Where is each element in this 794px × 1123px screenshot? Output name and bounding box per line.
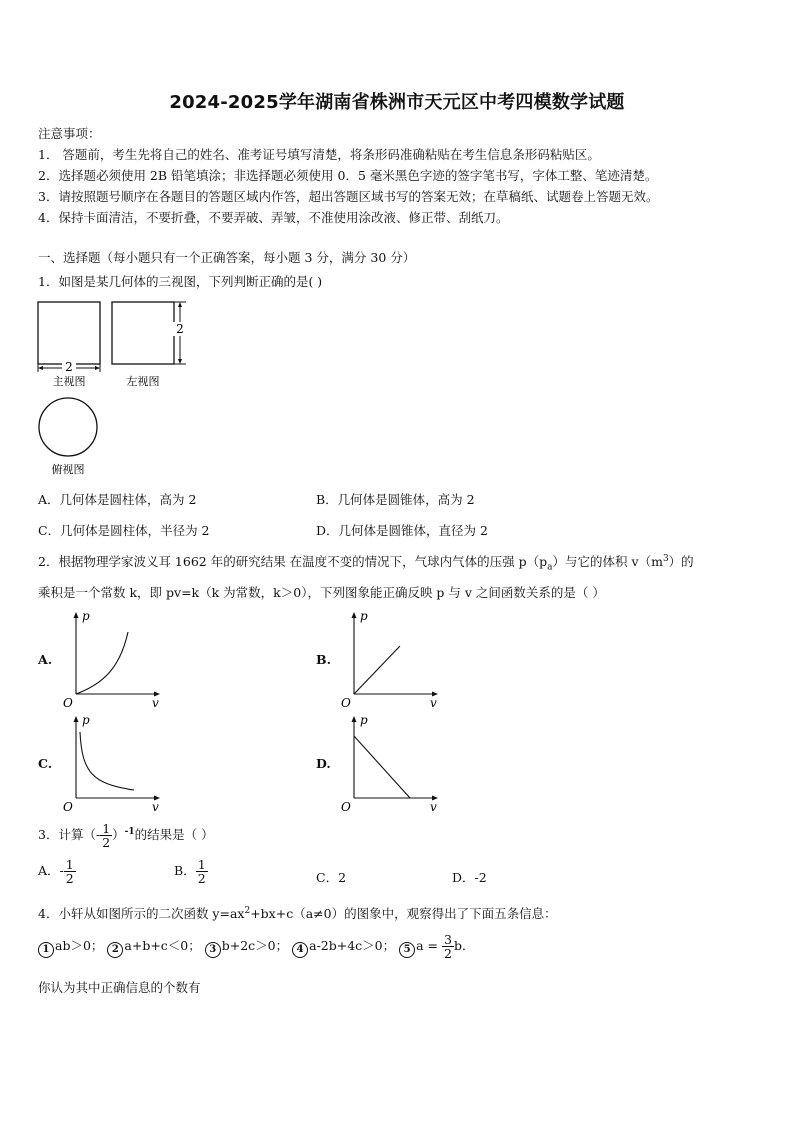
graph-b-y-label: p bbox=[360, 609, 368, 623]
graph-d-y-label: p bbox=[360, 713, 368, 727]
question-4-info: 1 ab＞0； 2 a+b+c＜0； 3 b+2c＞0； 4 a-2b+4c＞0； 5 a = $\frac{3}{2}$ b． bbox=[38, 933, 474, 960]
q2-option-d-label: D. bbox=[316, 756, 331, 771]
q3-option-a: A．- $\frac{1}{2}$ bbox=[38, 857, 74, 887]
question-2-line-1: 2．根据物理学家波义耳 1662 年的研究结果 在温度不变的情况下，气球内气体的压强 $p(p_a)$与它的体积 $v(m^3)$的 bbox=[38, 553, 694, 573]
q3-option-c: C．2 bbox=[316, 870, 347, 885]
question-3-stem: 3．计算（- $\frac{1}{2}$ ）$^{-1}$的结果是（ ） bbox=[38, 821, 214, 851]
graph-b-x-label: v bbox=[430, 696, 437, 710]
top-view-circle bbox=[39, 398, 97, 456]
section-heading: 一、选择题（每小题只有一个正确答案，每小题 3 分，满分 30 分） bbox=[38, 250, 416, 265]
height-dimension-label: 2 bbox=[176, 322, 184, 336]
notice-item-4: 4．保持卡面清洁，不要折叠，不要弄破、弄皱，不准使用涂改液、修正带、刮纸刀。 bbox=[38, 210, 509, 225]
graph-a-x-label: v bbox=[152, 696, 159, 710]
notice-item-1: 1． 答题前，考生先将自己的姓名、准考证号填写清楚，将条形码准确粘贴在考生信息条形码粘贴区。 bbox=[38, 147, 600, 162]
graph-d-x-label: v bbox=[430, 800, 437, 814]
top-view-label: 俯视图 bbox=[51, 463, 85, 476]
graph-b-origin: O bbox=[341, 696, 351, 710]
left-view-label: 左视图 bbox=[126, 375, 160, 388]
front-view-square bbox=[38, 302, 100, 364]
q3-fraction: $\frac{1}{2}$ bbox=[102, 821, 111, 851]
notice-item-2: 2．选择题必须使用 2B 铅笔填涂；非选择题必须使用 0．5 毫米黑色字迹的签字笔书写，字体工整、笔迹清楚。 bbox=[38, 168, 658, 183]
graph-c-origin: O bbox=[63, 800, 73, 814]
three-view-figure bbox=[30, 296, 200, 476]
graph-c-x-label: v bbox=[152, 800, 159, 814]
question-1-stem: 1．如图是某几何体的三视图，下列判断正确的是( ) bbox=[38, 274, 323, 289]
q2-option-c-label: C. bbox=[38, 756, 53, 771]
q1-option-a: A．几何体是圆柱体，高为 2 bbox=[38, 492, 197, 507]
page-title: 2024-2025学年湖南省株洲市天元区中考四模数学试题 bbox=[169, 92, 625, 113]
graph-c-curve bbox=[80, 732, 134, 790]
graph-b-line bbox=[354, 646, 400, 694]
graph-d-origin: O bbox=[341, 800, 351, 814]
graph-c-y-label: p bbox=[82, 713, 90, 727]
question-4-stem: 4．小轩从如图所示的二次函数 $y=ax^2+bx+c(a\ne 0)$的图象中，观察得出了下面五条信息： bbox=[38, 905, 557, 921]
q1-option-b: B．几何体是圆锥体，高为 2 bbox=[316, 492, 475, 507]
graph-b bbox=[336, 606, 446, 710]
front-view-label: 主视图 bbox=[52, 375, 86, 388]
notice-item-3: 3．请按照题号顺序在各题目的答题区域内作答，超出答题区域书写的答案无效；在草稿纸、试题卷上答题无效。 bbox=[38, 189, 659, 204]
graph-a-curve bbox=[76, 632, 128, 694]
question-4-closing: 你认为其中正确信息的个数有 bbox=[38, 980, 201, 995]
notice-heading: 注意事项： bbox=[38, 126, 101, 141]
graph-a-y-label: p bbox=[82, 609, 90, 623]
graph-a-origin: O bbox=[63, 696, 73, 710]
q3-option-b: B． $\frac{1}{2}$ bbox=[174, 857, 206, 887]
q3-option-d: D．-2 bbox=[452, 870, 487, 885]
graph-a bbox=[58, 606, 168, 710]
q2-option-b-label: B. bbox=[316, 652, 331, 667]
graph-d bbox=[336, 710, 446, 814]
question-2-line-2: 乘积是一个常数 k，即 pv=k（k 为常数，k＞0），下列图象能正确反映 p 与 v 之间函数关系的是（ ） bbox=[38, 585, 605, 600]
graph-d-line bbox=[354, 736, 410, 798]
q1-option-d: D．几何体是圆锥体，直径为 2 bbox=[316, 523, 488, 538]
left-view-square bbox=[112, 302, 174, 364]
width-dimension-label: 2 bbox=[65, 360, 73, 374]
q2-option-a-label: A. bbox=[38, 652, 53, 667]
q1-option-c: C．几何体是圆柱体，半径为 2 bbox=[38, 523, 210, 538]
graph-c bbox=[58, 710, 168, 814]
